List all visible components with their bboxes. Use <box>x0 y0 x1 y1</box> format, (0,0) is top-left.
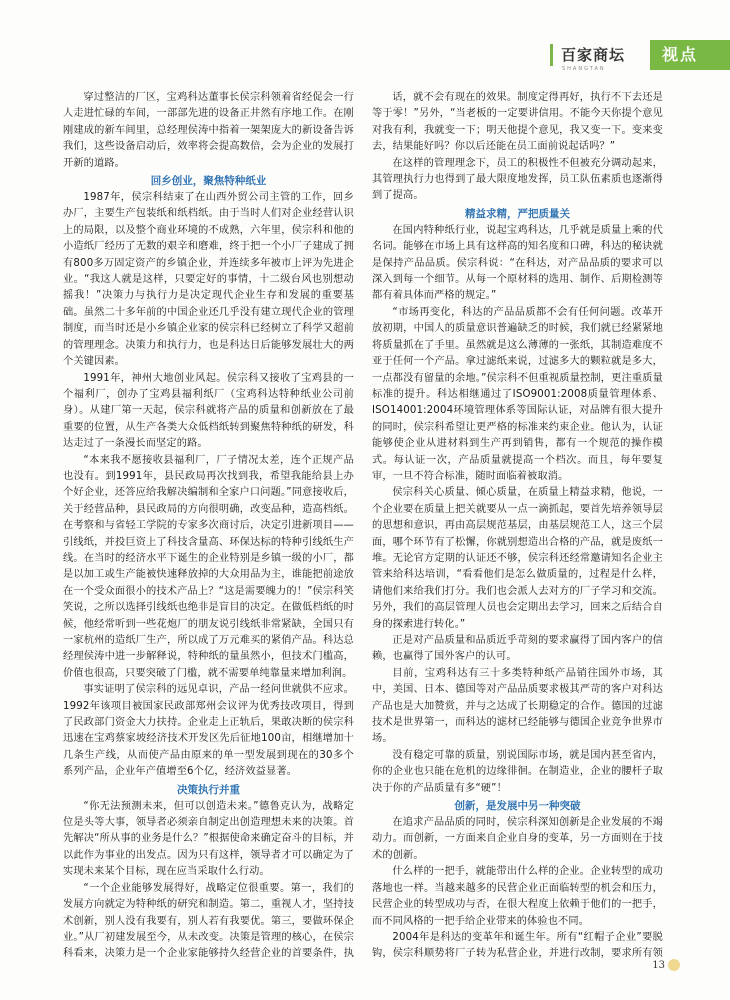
paragraph: 侯宗科关心质量、倾心质量，在质量上精益求精，他说，一个企业要在质量上把关就要从一点一滴抓起，要首先培养领导层的思想和意识，再由高层规范基层，由基层规范工人，这三个层面，哪个环节有了松懈，你就别想造出合格的产品，就是废纸一堆。无论官方定期的认证还不够，侯宗科还经常邀请知名企业主管来给科达培训，“看看他们是怎么做质量的，过程是什么样，请他们来给我们打分。我们也会派人去对方的厂子学习和交流。另外，我们的高层管理人员也会定期出去学习，回来之后结合自身的探索进行转化。” <box>372 487 663 630</box>
paragraph: 目前，宝鸡科达有三十多类特种纸产品销往国外市场，其中，美国、日本、德国等对产品品质要求极其严苛的客户对科达产品也是大加赞赏，并与之达成了长期稳定的合作。德国的过滤技术是世界第一，而科达的滤材已经能够与德国企业竞争世界市场。 <box>372 667 663 745</box>
paragraph: 在追求产品品质的同时，侯宗科深知创新是企业发展的不竭动力。而创新，一方面来自企业自身的变革，另一方面则在于技术的创新。 <box>372 817 663 861</box>
section-heading: 回乡创业，聚焦特种纸业 <box>150 175 267 188</box>
paragraph: 事实证明了侯宗科的远见卓识，产品一经问世就供不应求。1992年该项目被国家民政部郑州会议评为优秀技改项目，得到了民政部门资金大力扶持。企业走上正轨后，果敢决断的侯宗科迅速在宝鸡蔡家坡经济技术开发区先后征地100亩，相继增加十几条生产线，从而使产品由原来的单一型发展到现在的30多个系列产品，企业年产值增至6个亿，经济效益显著。 <box>63 684 354 778</box>
section-heading: 创新，是发展中另一种突破 <box>454 800 581 813</box>
section-title: 百家商坛 <box>550 44 625 66</box>
paragraph: 2004年是科达的变革年和诞生年。所有“红帽子企业”要脱钩，侯宗科顺势将厂子转为私营企业，并进行改制，要求所有领 <box>372 931 663 960</box>
section-heading: 精益求精，严把质量关 <box>465 207 570 220</box>
paragraph: 什么样的一把手，就能带出什么样的企业。企业转型的成功落地也一样。当越来越多的民营企业正面临转型的机会和压力，民营企业的转型成功与否，在很大程度上依赖于他们的一把手，而不同风格的一把手给企业带来的体验也不同。 <box>372 866 663 927</box>
paragraph: 正是对产品质量和品质近乎苛刻的要求赢得了国内客户的信赖，也赢得了国外客户的认可。 <box>372 635 663 663</box>
page-number-badge-icon <box>668 959 680 971</box>
page-number: 13 <box>652 959 665 971</box>
page-footer <box>652 958 680 972</box>
paragraph: “一个企业能够发展得好，战略定位很重要。第一，我们的发展方向就定为特种纸的研究和制造。第二，重视人才，坚持技术创新，别人没有我要有，别人若有我要优。第三，要做环保企业。”从厂初建发展至今，从未改变。决策是管理的核心，在侯宗科看来，决策力是一个企业家能够持久经营企业的首要条件，执 <box>63 882 354 960</box>
paragraph: “本来我不愿接收县福利厂，厂子情况太差，连个正规产品也没有。到1991年，县民政局再次找到我，希望我能给县上办个好企业，还答应给我解决编制和全家户口问题。”同意接收后，关于经营品种，县民政局的方向很明确，改变品种，造高档纸。在考察和与省轻工学院的专家多次商讨后，决定引进新项目——引线纸，并投巨资上了科技含量高、环保达标的特种引线纸生产线。在当时的经济水平下诞生的企业特别是乡镇一级的小厂，都是以加工或生产能被快速释放掉的大众用品为主，谁能把前途放在一个受众面很小的技术产品上？“这是需要魄力的！”侯宗科笑笑说，之所以选择引线纸也绝非是盲目的决定。在做低档纸的时候，他经常听到一些花炮厂的朋友说引线纸非常紧缺，全国只有一家杭州的造纸厂生产，所以成了万元难买的紧俏产品。科达总经理侯涛中进一步解释说，特种纸的量虽然小，但技术门槛高，价值也很高，只要突破了门槛，就不需要单纯靠量来增加利润。 <box>63 454 354 679</box>
paragraph: 1987年，侯宗科结束了在山西外贸公司主管的工作，回乡办厂，主要生产包装纸和纸档纸。由于当时人们对企业经营认识上的局限，以及整个商业环境的不成熟，六年里，侯宗科和他的小造纸厂经历了无数的艰辛和磨难，终于把一个小厂子建成了拥有800多万固定资产的乡镇企业，并连续多年被市上评为先进企业。“我这人就是这样，只要定好的事情，十二级台风也别想动摇我！”决策力与执行力是决定现代企业生存和发展的重要基础。虽然二十多年前的中国企业还几乎没有建立现代企业的管理制度，而当时还是小乡镇企业家的侯宗科已经树立了科学又超前的管理理念。决策力和执行力，也是科达日后能够发展壮大的两个关键因素。 <box>63 192 354 368</box>
paragraph: “你无法预测未来，但可以创造未来。”德鲁克认为，战略定位是头等大事，领导者必须亲自制定出创造理想未来的决策。首先解决“所从事的业务是什么？”根据使命来确定奋斗的目标，并以此作为事业的出发点。因为只有这样，领导者才可以确定为了实现未来某个目标，现在应当采取什么行动。 <box>63 800 354 878</box>
paragraph: 穿过整洁的厂区，宝鸡科达董事长侯宗科领着省经促会一行人走进忙碌的车间，一部部先进的设备正井然有序地工作。在刚刚建成的新车间里，总经理侯涛中指着一架架庞大的新设备告诉我们，这些设备启动后，效率将会提高数倍，会为企业的发展打开新的道路。 <box>63 92 354 169</box>
article-column-left <box>63 90 354 960</box>
paragraph: 在这样的管理理念下，员工的积极性不但被充分调动起来，其管理执行力也得到了最大限度地发挥，员工队伍素质也逐渐得到了提高。 <box>372 157 663 202</box>
paragraph: 1991年，神州大地创业风起。侯宗科又接收了宝鸡县的一个福利厂，创办了宝鸡县福利纸厂（宝鸡科达特种纸业公司前身）。从建厂第一天起，侯宗科就将产品的质量和创新放在了最重要的位置，从生产各类大众低档纸转到聚焦特种纸的研发，科达走过了一条漫长而坚定的路。 <box>63 372 354 450</box>
section-tag: 视点 <box>650 40 730 70</box>
paragraph: “市场再变化，科达的产品品质都不会有任何问题。改革开放初期，中国人的质量意识普遍缺乏的时候，我们就已经紧紧地将质量抓在了手里。虽然就是这么薄薄的一张纸，其制造难度不亚于任何一个产品。拿过滤纸来说，过滤多大的颗粒就是多大，一点都没有留量的余地。”侯宗科不但重视质量控制，更注重质量标准的提升。科达相继通过了ISO9001:2008质量管理体系、ISO14001:2004环境管理体系等国际认证，对品牌有很大提升的同时，侯宗科希望让更严格的标准来约束企业。他认为，认证能够使企业从进材料到生产再到销售，都有一个规范的操作模式。每认证一次，产品质量就提高一个档次。而且，每年要复审，一旦不符合标准，随时面临着被取消。 <box>372 306 663 482</box>
section-heading: 决策执行并重 <box>177 783 240 796</box>
section-header <box>550 40 730 72</box>
paragraph: 没有稳定可靠的质量，别说国际市场，就是国内甚至省内，你的企业也只能在危机的边缘徘徊。在制造业，企业的腰杆子取决于你的产品质量有多“硬”！ <box>372 749 663 794</box>
section-subtitle: SHANGTAN <box>562 66 606 72</box>
paragraph: 话，就不会有现在的效果。制度定得再好，执行不下去还是等于零！”另外，“当老板的一定要讲信用。不能今天你提个意见对我有利，我就变一下；明天他提个意见，我又变一下。变来变去，结果能好吗？你以后还能在员工面前说起话吗？” <box>372 92 663 153</box>
article-column-right <box>372 90 663 960</box>
paragraph: 在国内特种纸行业，说起宝鸡科达，几乎就是质量上乘的代名词。能够在市场上具有这样高的知名度和口碑，科达的秘诀就是保持产品品质。侯宗科说：“在科达，对产品品质的要求可以深入到每一个细节。从每一个原材料的选用、制作、后期检测等都有着具体而严格的规定。” <box>372 224 663 302</box>
article-body <box>63 90 663 960</box>
